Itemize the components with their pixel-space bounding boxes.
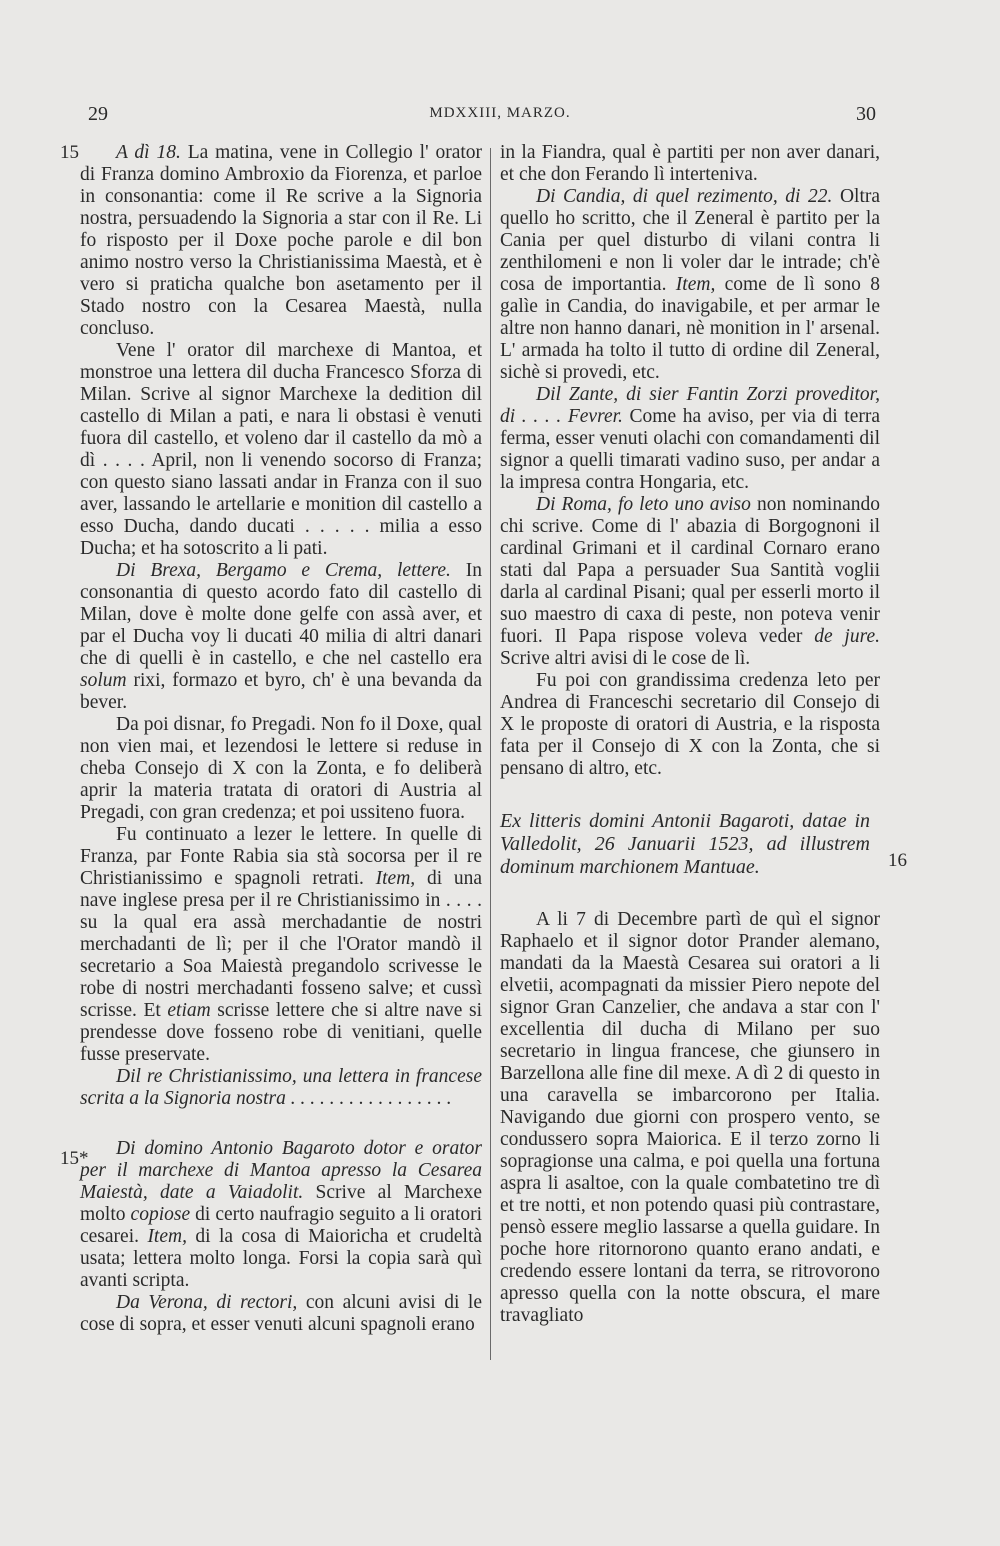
paragraph-text: come de lì sono 8 galìe in Candia, do inavigabile, et per armar le altre non hanno danari, nè monition in l' arsenal. L' armada ha tolto il tutto di ordine dil Zeneral, sichè si provedi, etc. xyxy=(500,274,881,383)
emphasis: Item, xyxy=(375,868,416,889)
paragraph xyxy=(500,384,880,494)
paragraph-text: La matina, vene in Collegio l' orator di Franza domino Ambroxio da Fiorenza, et parloe in consonantia: come il Re scrive a la Signoria nostra, persuadendo la Signoria a star con il Re. Li fo risposto per il Doxe poche parole e dil bon animo nostro verso la Christianissima Maestà, et è vero si praticha qualche bon asetamento per il Stado nostro con la Cesarea Maestà, nulla concluso. xyxy=(80,142,483,339)
letter-heading: Dil Zante, di sier Fantin Zorzi proveditor, di . . . . Fevrer. xyxy=(500,384,880,427)
paragraph xyxy=(80,824,482,1066)
margin-number: 16 xyxy=(888,850,907,871)
paragraph-text: Scrive altri avisi di le cose de lì. xyxy=(500,648,751,669)
left-column xyxy=(80,142,482,1336)
paragraph-text: Come ha aviso, per via di terra ferma, esser venuti olachi con comandamenti dil signor a quelli timarati vadino suso, per andar a la impresa contra Hongaria, etc. xyxy=(500,406,880,493)
letter-heading: Di domino Antonio Bagaroto dotor e orator per il marchexe di Mantoa apresso la Cesarea Maiestà, date a Vaiadolit. xyxy=(80,1138,482,1203)
paragraph xyxy=(500,186,880,384)
paragraph: A li 7 di Decembre partì de quì el signor Raphaelo et il signor dotor Prander alemano, mandati da la Maestà Cesarea sui oratori a li elvetii, acompagnati da missier Piero nepote del signor Gran Canzelier, che andava a star con l' excellentia dil ducha di Milano per suo secretario in lingua francese, che giunsero in Barzellona alle fine dil mexe. A dì 2 di questo in una caravella se imbarcorono per Italia. Navigando due giorni con prospero vento, se condussero sopra Maiorica. E il terzo zorno li sopragionse una calma, e poi quella una fortuna aspra li asaltoe, con la quale combatetino tre dì et tre notti, et non potendo quasi più contrastare, pensò essere meglio lassarse a quella guidare. In poche hore ritornorono quanto erano andati, e credendo essere lontani da terra, se ritrovorono apresso quella con la notte obscura, el mare travagliato xyxy=(500,909,880,1326)
emphasis: Item, xyxy=(675,274,716,295)
column-divider xyxy=(490,148,491,1360)
emphasis: de jure. xyxy=(814,626,880,647)
paragraph-text: di certo naufragio seguito a li oratori cesarei. xyxy=(80,1204,482,1247)
paragraph xyxy=(80,142,482,340)
paragraph-text: di la cosa di Maioricha et crudeltà usata; lettera molto longa. Forsi la copia sarà quì avanti scripta. xyxy=(80,1226,483,1291)
emphasis: Item, xyxy=(147,1226,187,1247)
paragraph: in la Fiandra, qual è partiti per non aver danari, et che don Ferando lì interteniva. xyxy=(500,142,880,185)
emphasis: solum xyxy=(80,670,127,691)
section-heading: Ex litteris domini Antonii Bagaroti, datae in Valledolit, 26 Januarii 1523, ad illustrem dominum marchionem Mantuae. xyxy=(500,810,870,878)
margin-number: 15 xyxy=(60,142,79,163)
paragraph: Da poi disnar, fo Pregadi. Non fo il Doxe, qual non vien mai, et lezendosi le lettere si reduse in cheba Consejo di X con la Zonta, e fo deliberà aprir la materia tratata di oratori di Austria al Pregadi, con gran credenza; et poi ussiteno fuora. xyxy=(80,714,482,823)
letter-heading: Di Roma, fo leto uno aviso xyxy=(536,494,751,515)
date-heading: A dì 18. xyxy=(116,142,181,163)
paragraph: Fu poi con grandissima credenza leto per Andrea di Franceschi secretario dil Consejo di X le proposte di oratori di Austria, e la risposta fata per il Consejo di X con la Zonta, che si pensano di altro, etc. xyxy=(500,670,880,779)
letter-heading: Da Verona, di rectori, xyxy=(116,1292,298,1313)
paragraph xyxy=(80,1138,482,1292)
page-number-left: 29 xyxy=(88,103,108,125)
paragraph-text: Oltra quello ho scritto, che il Zeneral è partito per la Cania per quel disturbo di vilani contra li zenthilomeni e non li voler dar le intrade; ch'è cosa de importantia. xyxy=(500,186,881,295)
paragraph-text: Fu continuato a lezer le lettere. In quelle di Franza, par Fonte Rabia sia stà socorsa per il re Christianissimo e spagnoli retrati. xyxy=(80,824,482,889)
paragraph-text: scrisse lettere che si altre nave si prendesse dove fosseno robe di venitiani, quelle fusse preservate. xyxy=(80,1000,483,1065)
paragraph-text: con alcuni avisi di le cose di sopra, et esser venuti alcuni spagnoli erano xyxy=(80,1292,482,1335)
letter-heading: Di Candia, di quel rezimento, di 22. xyxy=(536,186,833,207)
paragraph-text: di una nave inglese presa per il re Christianissimo in . . . . su la qual era assà merchadantie de nostri merchadanti de lì; per il che l'Orator mandò il secretario a Soa Maiestà pregandolo scrivesse le robe di nostri merchadanti fosseno salve; et cussì scrisse. Et xyxy=(80,868,483,1021)
paragraph-text: non nominando chi scrive. Come di l' abazia di Borgognoni il cardinal Grimani et il cardinal Cornaro erano stati dal Papa a persuader Sua Santità voglii darla al cardinal Pisani; qual per esserli morto il suo maestro di caxa di peste, non poteva venir fuori. Il Papa rispose voleva veder xyxy=(500,494,880,647)
running-title: MDXXIII, MARZO. xyxy=(429,105,571,121)
paragraph-text: Scrive al Marchexe molto xyxy=(80,1182,482,1225)
page-number-right: 30 xyxy=(856,103,876,125)
paragraph: Vene l' orator dil marchexe di Mantoa, et monstroe una lettera dil ducha Francesco Sforza di Milan. Scrive al signor Marchexe la dedition dil castello di Milan a pati, e nara li obstasi è venuti fuora dil castello, et voleno dar il castello da mò a dì . . . . April, non li venendo socorso di Franza; con questo siano lassati andar in Franza con il suo aver, lassando le artellarie e monition dil castello a esso Ducha, dando ducati . . . . . milia a esso Ducha; et ha sotoscrito a li pati. xyxy=(80,340,482,559)
letter-heading: Dil re Christianissimo, una lettera in francese scrita a la Signoria nostra . . . . . . . . . . . . . . . . . xyxy=(80,1066,482,1109)
emphasis: copiose xyxy=(130,1204,191,1225)
right-column xyxy=(500,142,880,1327)
letter-heading: Di Brexa, Bergamo e Crema, lettere. xyxy=(116,560,451,581)
page-header xyxy=(0,103,1000,133)
margin-number: 15* xyxy=(60,1148,89,1169)
paragraph-text: In consonantia di questo acordo fato dil castello di Milan, dove è molte done gelfe con assà aver, et par el Ducha voy li ducati 40 milia di altri danari che di quelli è in castello, e che nel castello era xyxy=(80,560,483,669)
paragraph-text: rixi, formazo et byro, ch' è una bevanda da bever. xyxy=(80,670,482,713)
emphasis: etiam xyxy=(167,1000,211,1021)
paragraph xyxy=(80,1292,482,1336)
paragraph xyxy=(500,494,880,670)
paragraph xyxy=(80,560,482,714)
